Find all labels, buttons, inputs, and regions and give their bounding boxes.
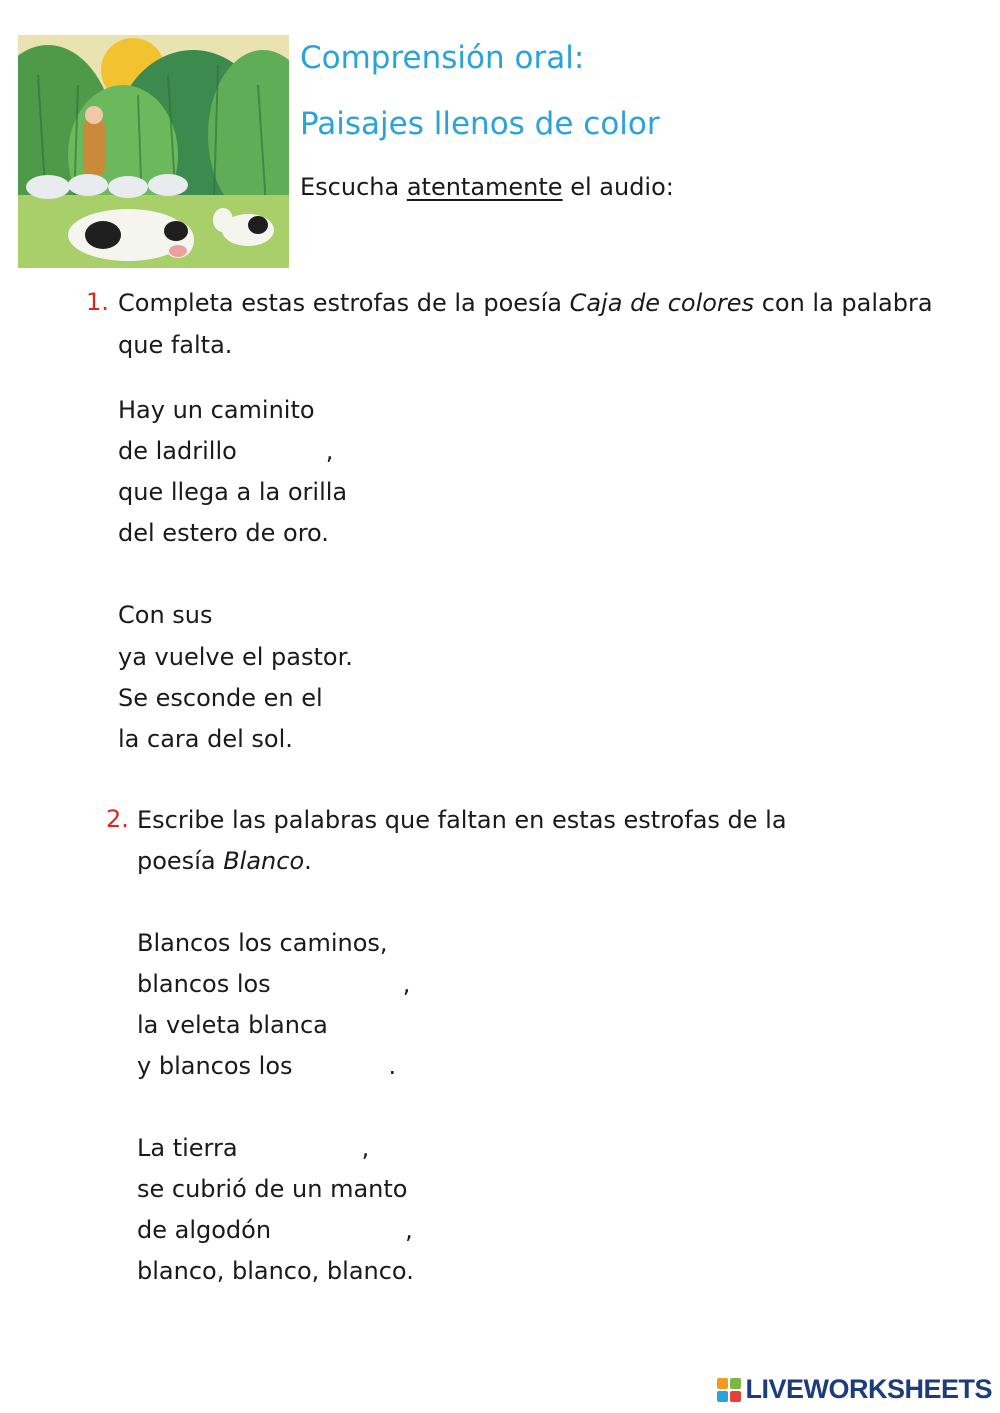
blank-input[interactable] bbox=[237, 442, 326, 468]
title-line-2: Paisajes llenos de color bbox=[300, 106, 660, 142]
q2-s2-line-1-comma: , bbox=[361, 1134, 370, 1162]
question-2-number: 2. bbox=[106, 805, 129, 833]
q1-s1-line-2-comma: , bbox=[325, 437, 334, 465]
q2-s2-line-1-text: La tierra bbox=[137, 1134, 238, 1162]
q2-s1-line-2-text: blancos los bbox=[137, 970, 271, 998]
q1-s2-line-3-text: Se esconde en el bbox=[118, 684, 323, 712]
q1-s2-line-3 bbox=[118, 683, 437, 715]
q2-s1-line-1: Blancos los caminos, bbox=[137, 929, 388, 957]
instruction bbox=[300, 172, 674, 202]
q1-text-before: Completa estas estrofas de la poesía bbox=[118, 289, 562, 317]
q2-s2-line-3 bbox=[137, 1215, 413, 1247]
q2-s1-line-4-text: y blancos los bbox=[137, 1052, 293, 1080]
logo-text: LIVEWORKSHEETS bbox=[745, 1374, 992, 1404]
blank-input[interactable] bbox=[213, 606, 347, 632]
q2-s1-line-4 bbox=[137, 1051, 396, 1083]
q1-s2-line-4: la cara del sol. bbox=[118, 725, 293, 753]
q1-s2-line-1 bbox=[118, 600, 347, 632]
q2-poem-title: Blanco bbox=[223, 847, 305, 875]
q2-s2-line-3-text: de algodón bbox=[137, 1216, 272, 1244]
q2-s1-line-2-comma: , bbox=[402, 970, 411, 998]
instruction-prefix: Escucha bbox=[300, 173, 400, 201]
blank-input[interactable] bbox=[323, 689, 437, 715]
liveworksheets-logo bbox=[717, 1374, 992, 1405]
question-1-text bbox=[118, 288, 933, 318]
logo-mark-icon bbox=[717, 1378, 741, 1402]
question-1-number: 1. bbox=[86, 288, 109, 316]
q1-s1-line-4: del estero de oro. bbox=[118, 519, 329, 547]
q2-s2-line-1 bbox=[137, 1133, 369, 1165]
landscape-illustration bbox=[18, 35, 289, 268]
q2-text-suffix: . bbox=[304, 847, 312, 875]
q1-text-after: con la palabra bbox=[761, 289, 933, 317]
title-line-1: Comprensión oral: bbox=[300, 40, 585, 76]
q2-text-prefix: poesía bbox=[137, 847, 216, 875]
q2-s2-line-3-comma: , bbox=[405, 1216, 413, 1244]
q1-s1-line-2 bbox=[118, 436, 333, 468]
q1-s1-line-2-text: de ladrillo bbox=[118, 437, 237, 465]
question-2-text: Escribe las palabras que faltan en estas estrofas de la bbox=[137, 806, 787, 834]
q2-s2-line-4: blanco, blanco, blanco. bbox=[137, 1257, 414, 1285]
instruction-underlined: atentamente bbox=[406, 173, 563, 201]
question-2-text-line-2 bbox=[137, 846, 312, 876]
blank-input[interactable] bbox=[271, 975, 403, 1001]
q1-poem-title: Caja de colores bbox=[569, 289, 755, 317]
instruction-suffix: el audio: bbox=[570, 173, 674, 201]
blank-input[interactable] bbox=[271, 1221, 405, 1247]
q1-s2-line-1-text: Con sus bbox=[118, 601, 213, 629]
q2-s1-line-3: la veleta blanca bbox=[137, 1011, 328, 1039]
q1-s2-line-2: ya vuelve el pastor. bbox=[118, 643, 353, 671]
blank-input[interactable] bbox=[238, 1139, 362, 1165]
question-1-text-line-2: que falta. bbox=[118, 331, 233, 359]
q2-s2-line-2: se cubrió de un manto bbox=[137, 1175, 408, 1203]
q1-s1-line-1: Hay un caminito bbox=[118, 396, 315, 424]
q2-s1-line-4-period: . bbox=[388, 1052, 397, 1080]
q2-s1-line-2 bbox=[137, 969, 410, 1001]
q1-s1-line-3: que llega a la orilla bbox=[118, 478, 348, 506]
blank-input[interactable] bbox=[293, 1057, 389, 1083]
